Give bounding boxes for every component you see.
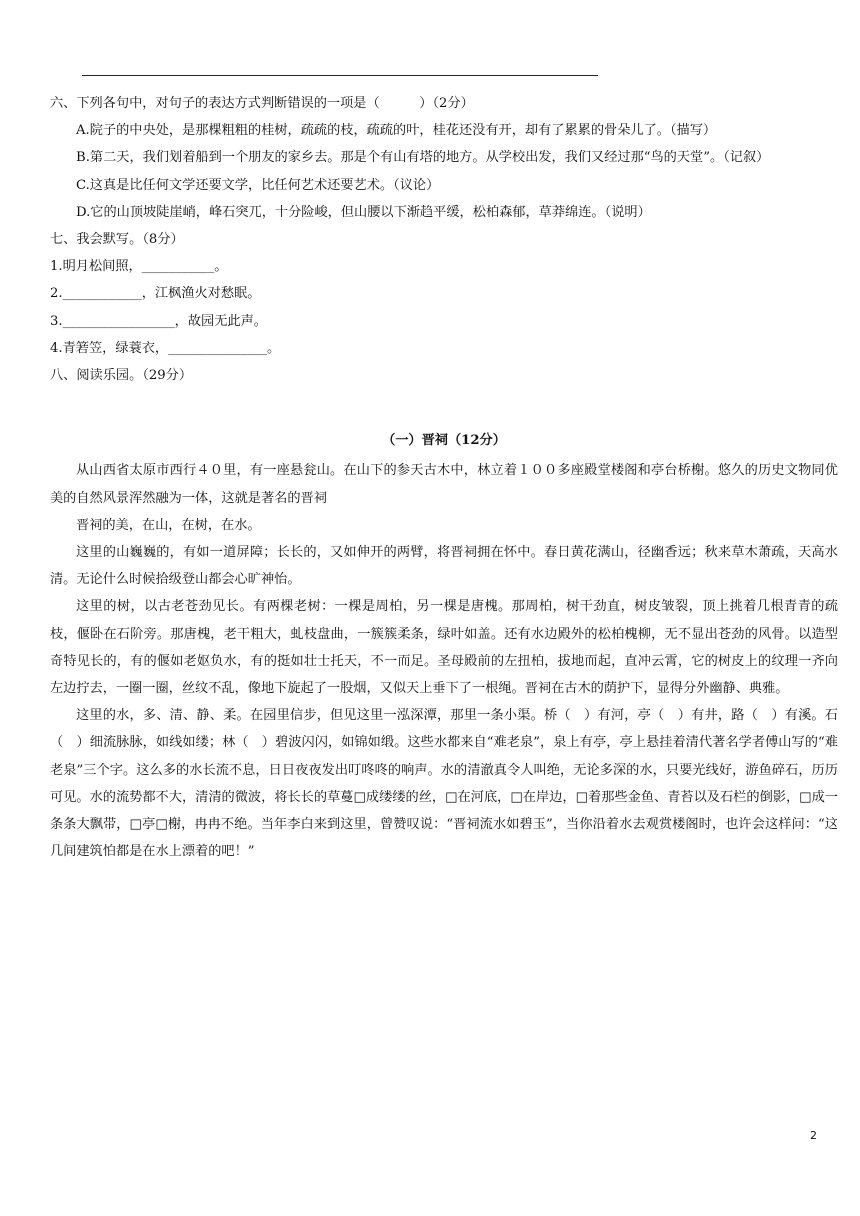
passage-paragraph-3: 这里的山巍巍的，有如一道屏障；长长的，又如伸开的两臂，将晋祠拥在怀中。春日黄花满山，径幽香远；秋来草木萧疏，天高水清。无论什么时候拾级登山都会心旷神怡。	[50, 545, 838, 588]
q7-title: 七、我会默写。（8分）	[50, 232, 184, 248]
passage-paragraph-2: 晋祠的美，在山，在树，在水。	[76, 517, 261, 533]
q6-option-a: A.院子的中央处，是那棵粗粗的桂树，疏疏的枝，疏疏的叶，桂花还没有开，却有了累累的骨朵儿了。（描写）	[76, 123, 717, 139]
q7-item-4: 4.青箬笠，绿蓑衣，_______________。	[50, 340, 281, 356]
passage-paragraph-4: 这里的树，以古老苍劲见长。有两棵老树：一棵是周柏，另一棵是唐槐。那周柏，树干劲直，树皮皱裂，顶上挑着几根青青的疏枝，偃卧在石阶旁。那唐槐，老干粗大，虬枝盘曲，一簇簇柔条，绿叶如盖。还有水边殿外的松柏槐柳，无不显出苍劲的风骨。以造型奇特见长的，有的偃如老妪负水，有的挺如壮士托天，不一而足。圣母殿前的左扭柏，拔地而起，直冲云霄，它的树皮上的纹理一齐向左边拧去，一圈一圈，丝纹不乱，像地下旋起了一股烟，又似天上垂下了一根绳。晋祠在古木的荫护下，显得分外幽静、典雅。	[50, 599, 838, 697]
q6-option-d: D.它的山顶坡陡崖峭，峰石突兀，十分险峻，但山腰以下渐趋平缓，松柏森郁，草莽绵连。（说明）	[76, 204, 651, 220]
passage-paragraph-5: 这里的水，多、清、静、柔。在园里信步，但见这里一泓深潭，那里一条小渠。桥（ ）有河，亭（ ）有井，路（ ）有溪。石（ ）细流脉脉，如线如缕；林（ ）碧波闪闪，如锦如缎。这些水都来自“难老泉”，泉上有亭，亭上悬挂着清代著名学者傅山写的“难老泉”三个字。这么多的水长流不息，日日夜夜发出叮咚咚的响声。水的清澈真令人叫绝，无论多深的水，只要光线好，游鱼碎石，历历可见。水的流势都不大，清清的微波，将长长的草蔓□成缕缕的丝，□在河底，□在岸边，□着那些金鱼、青苔以及石栏的倒影，□成一条条大飘带，□亭□榭，冉冉不绝。当年李白来到这里，曾赞叹说：“晋祠流水如碧玉”，当你沿着水去观赏楼阁时，也许会这样问：“这几间建筑怕都是在水上漂着的吧！”	[50, 708, 838, 860]
q7-item-2: 2.____________，江枫渔火对愁眠。	[50, 286, 261, 302]
passage-title: （一）晋祠（12分）	[382, 433, 506, 449]
q6-option-b: B.第二天，我们划着船到一个朋友的家乡去。那是个有山有塔的地方。从学校出发，我们又经过那“鸟的天堂”。（记叙）	[76, 150, 770, 166]
q7-item-1: 1.明月松间照，___________。	[50, 259, 228, 275]
q7-item-3: 3._________________，故园无此声。	[50, 313, 267, 329]
q8-title: 八、阅读乐园。（29分）	[50, 368, 193, 384]
top-answer-line	[82, 75, 598, 76]
passage-paragraph-1: 从山西省太原市西行４０里，有一座悬瓮山。在山下的参天古木中，林立着１００多座殿堂楼阁和亭台桥榭。悠久的历史文物同优美的自然风景浑然融为一体，这就是著名的晋祠	[50, 463, 838, 506]
document-body	[50, 90, 838, 865]
page-number: 2	[810, 1129, 817, 1142]
q6-title: 六、下列各句中，对句子的表达方式判断错误的一项是（ ）（2分）	[50, 96, 474, 111]
q6-option-c: C.这真是比任何文学还要文学，比任何艺术还要艺术。（议论）	[76, 177, 440, 193]
